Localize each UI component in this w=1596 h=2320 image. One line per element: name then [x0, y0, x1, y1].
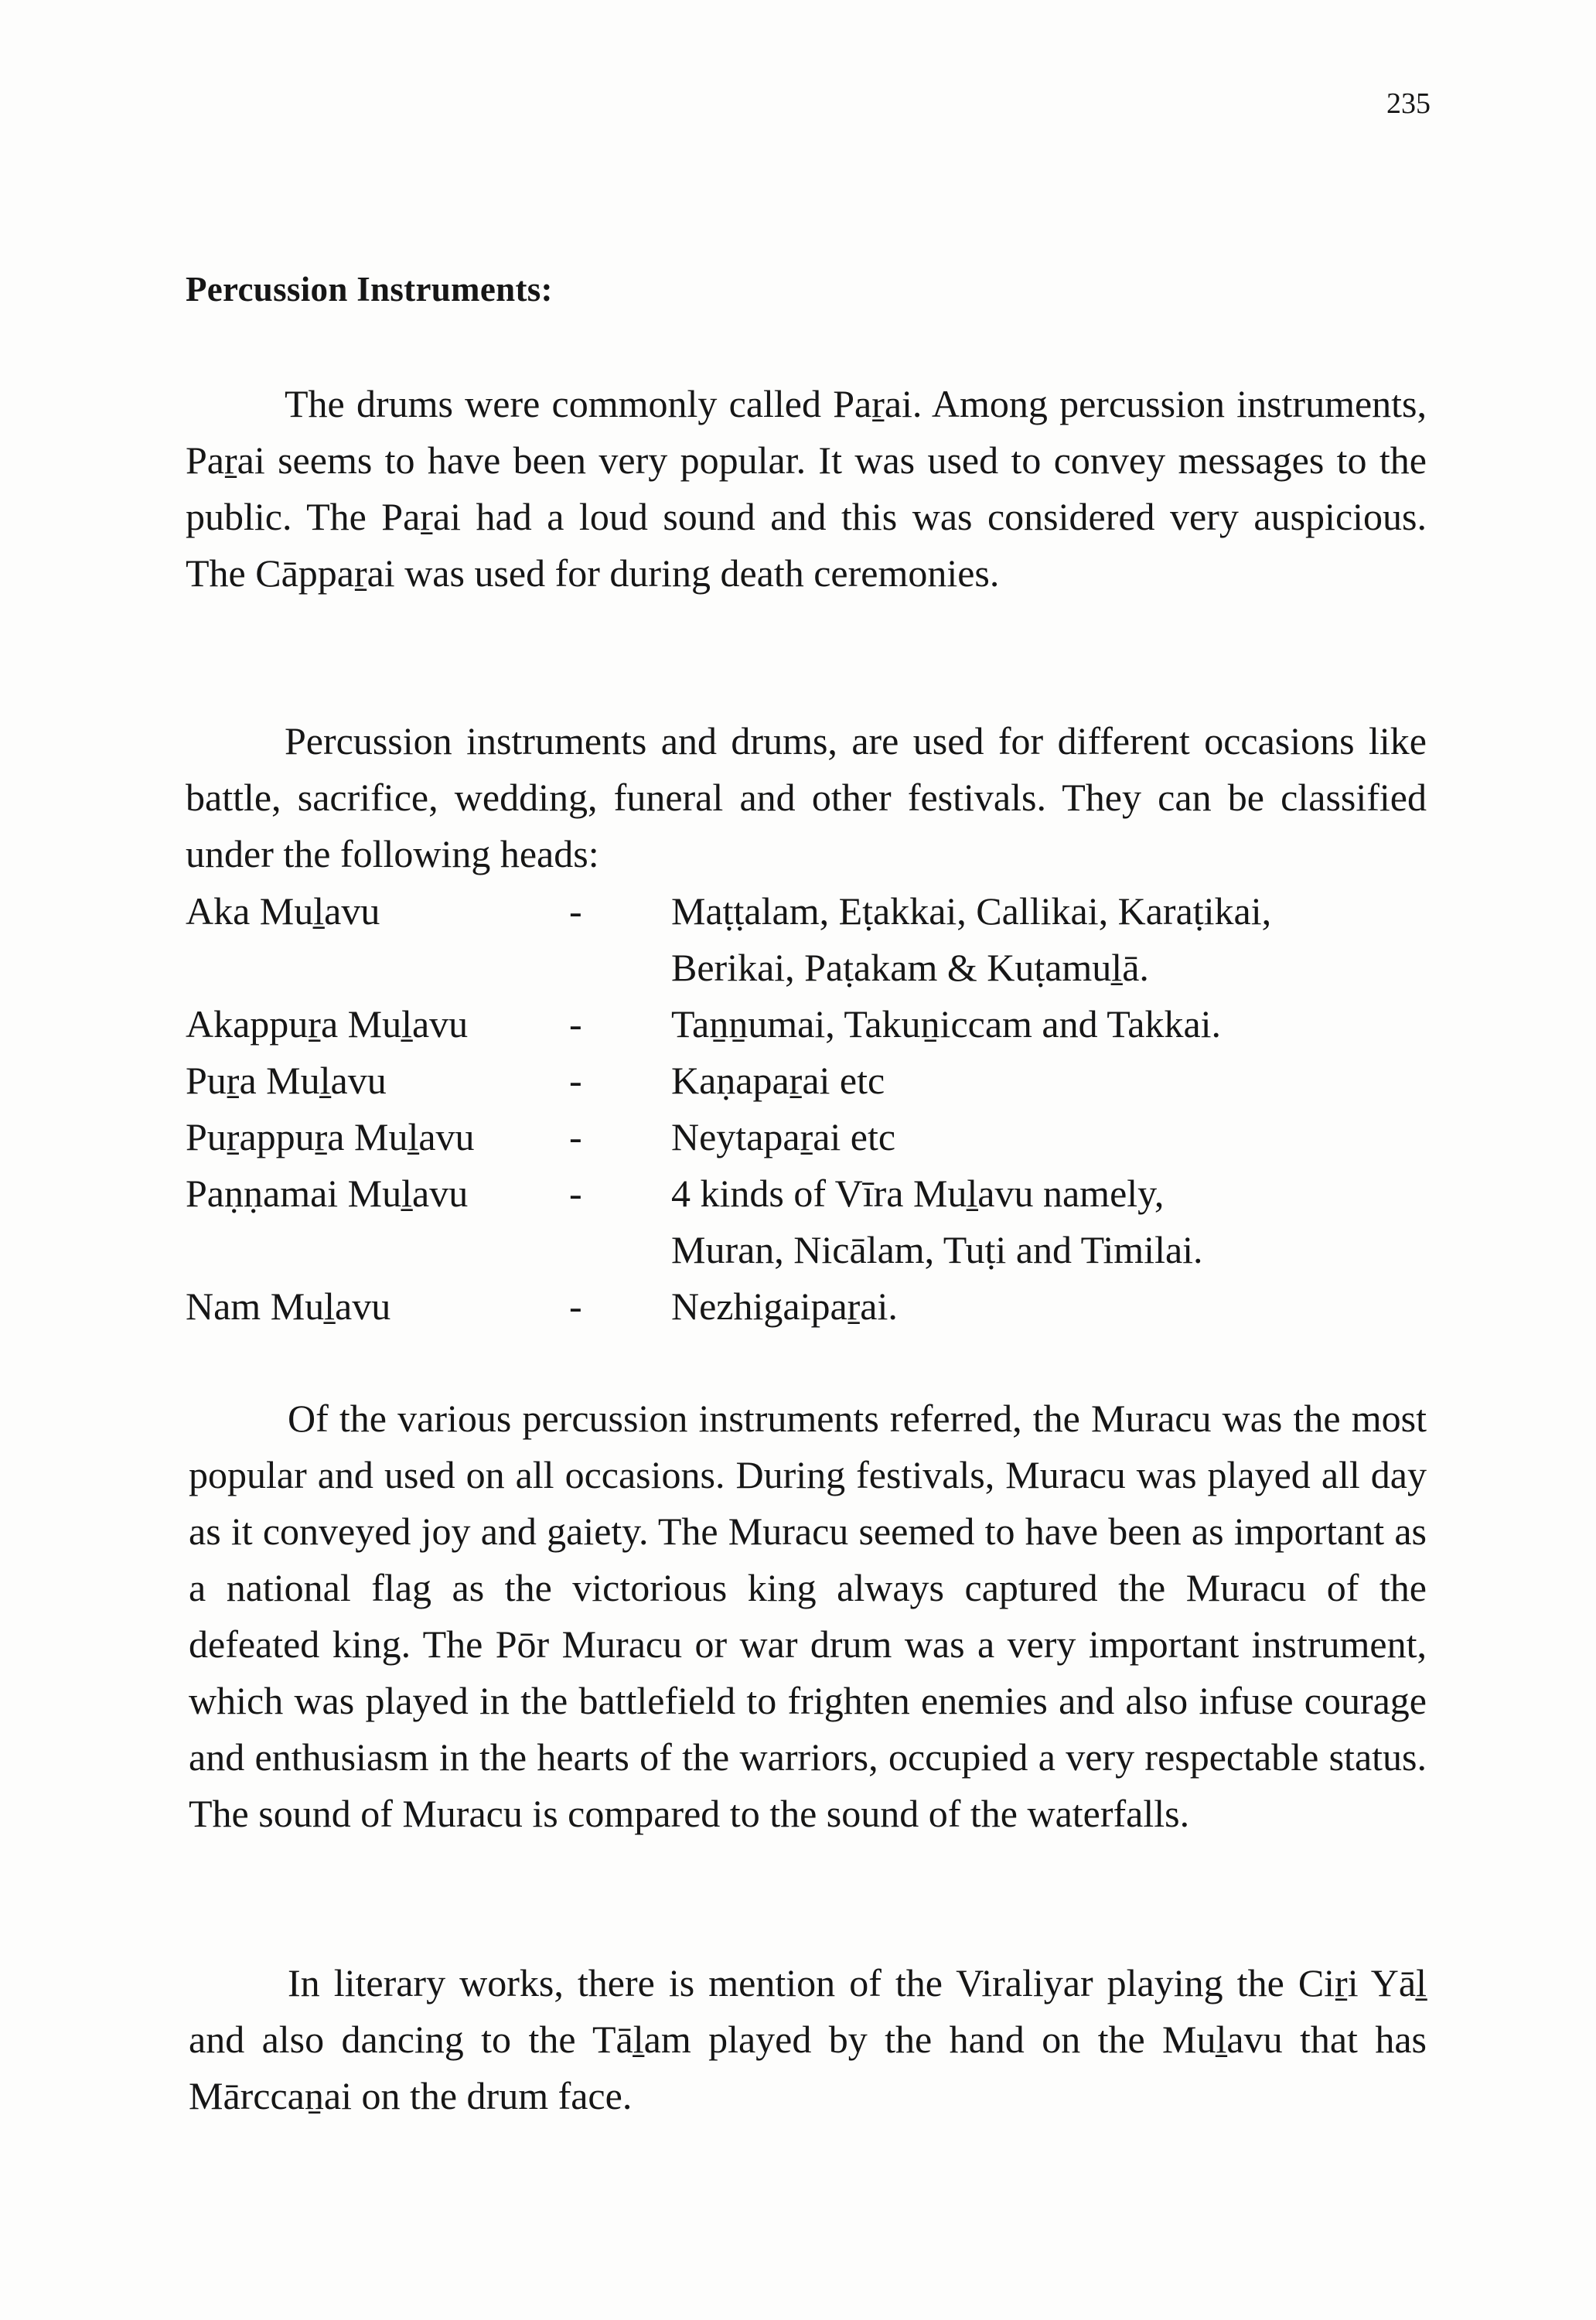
classification-items [671, 1165, 1438, 1278]
classification-list [186, 883, 1438, 1335]
classification-items [671, 883, 1438, 996]
page-number: 235 [1386, 87, 1431, 120]
classification-dash: - [569, 1002, 582, 1046]
paragraph-occasions: Percussion instruments and drums, are used for different occasions like battle, sacrifice, wedding, funeral and other festivals. They can be classified under the following heads: [186, 719, 1427, 875]
classification-category: Puṟa Muḻavu [186, 1059, 387, 1102]
classification-row [186, 1165, 1438, 1278]
classification-items [671, 1109, 1438, 1165]
classification-row [186, 883, 1438, 996]
classification-items [671, 1053, 1438, 1109]
classification-item-line: Nezhigaipaṟai. [671, 1285, 898, 1328]
classification-item-line: Neytapaṟai etc [671, 1115, 896, 1158]
classification-category: Paṇṇamai Muḻavu [186, 1172, 469, 1215]
classification-dash: - [569, 1115, 582, 1158]
classification-row [186, 1109, 1438, 1165]
classification-row [186, 996, 1438, 1053]
classification-item-line: Taṉṉumai, Takuṉiccam and Takkai. [671, 1002, 1222, 1046]
classification-items [671, 1278, 1438, 1335]
classification-row [186, 1053, 1438, 1109]
classification-dash: - [569, 889, 582, 933]
paragraph-literary-works: In literary works, there is mention of the Viraliyar playing the Ciṟi Yāḻ and also dancing to the Tāḻam played by the hand on the Muḻavu that has Mārccaṉai on the drum face. [189, 1961, 1427, 2117]
classification-category: Akappuṟa Muḻavu [186, 1002, 469, 1046]
classification-dash: - [569, 1172, 582, 1215]
classification-items [671, 996, 1438, 1053]
classification-item-line: Kaṇapaṟai etc [671, 1059, 885, 1102]
classification-item-line: Maṭṭalam, Eṭakkai, Callikai, Karaṭikai, [671, 889, 1272, 933]
paragraph-muracu: Of the various percussion instruments referred, the Muracu was the most popular and used on all occasions. During festivals, Muracu was played all day as it conveyed joy and gaiety. The Muracu seemed to have been as important as a national flag as the victorious king always captured the Muracu of the defeated king. The Pōr Muracu or war drum was a very important instrument, which was played in the battlefield to frighten enemies and also infuse courage and enthusiasm in the hearts of the warriors, occupied a very respectable status. The sound of Muracu is compared to the sound of the waterfalls. [189, 1397, 1427, 1835]
classification-item-line: Berikai, Paṭakam & Kuṭamuḻā. [671, 946, 1149, 989]
classification-category: Puṟappuṟa Muḻavu [186, 1115, 475, 1158]
classification-item-line: 4 kinds of Vīra Muḻavu namely, [671, 1172, 1165, 1215]
classification-category: Nam Muḻavu [186, 1285, 391, 1328]
classification-category: Aka Muḻavu [186, 889, 380, 933]
classification-dash: - [569, 1059, 582, 1102]
classification-item-line: Muran, Nicālam, Tuṭi and Timilai. [671, 1228, 1203, 1271]
section-heading: Percussion Instruments: [186, 270, 553, 309]
classification-dash: - [569, 1285, 582, 1328]
paragraph-parai: The drums were commonly called Paṟai. Among percussion instruments, Paṟai seems to have been very popular. It was used to convey messages to the public. The Paṟai had a loud sound and this was considered very auspicious. The Cāppaṟai was used for during death ceremonies. [186, 382, 1427, 595]
classification-row [186, 1278, 1438, 1335]
